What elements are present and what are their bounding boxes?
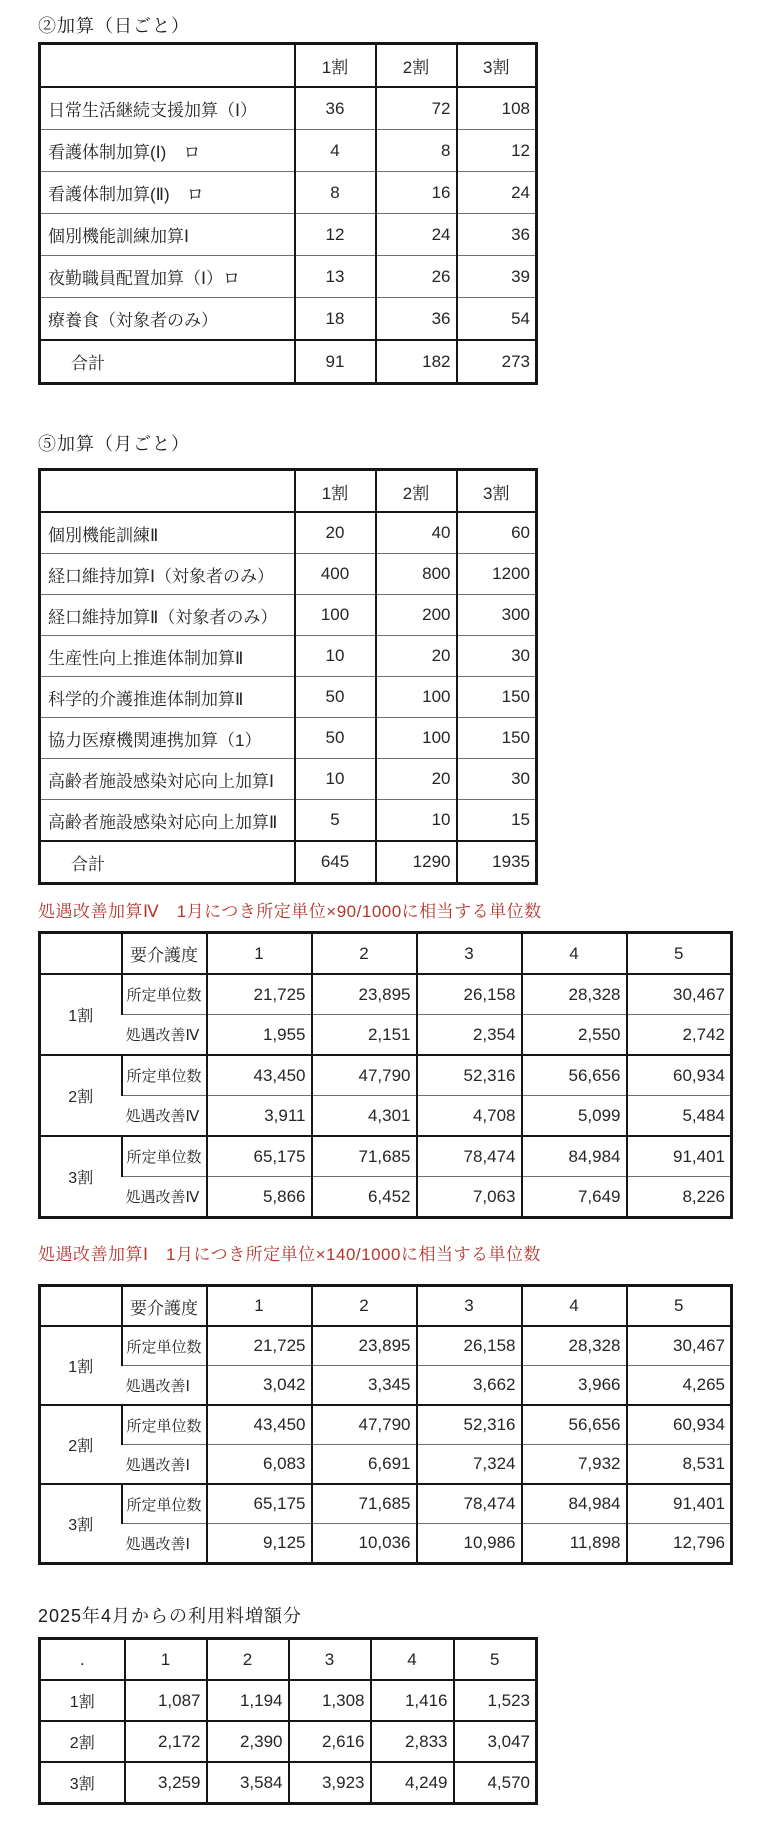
value-cell: 24 [376,214,457,256]
total-value-cell: 91 [295,340,376,384]
value-cell: 43,450 [207,1405,312,1445]
shoguu-4-table-header [40,933,732,975]
table-row [40,214,537,256]
row-label-cell: 高齢者施設感染対応向上加算Ⅱ [40,800,295,842]
column-header-cell: 3 [417,1286,522,1327]
column-header-cell: . [40,1639,125,1681]
value-cell: 13 [295,256,376,298]
value-cell: 3,042 [207,1366,312,1406]
value-cell: 3,662 [417,1366,522,1406]
value-cell: 30,467 [627,974,732,1015]
value-cell: 71,685 [312,1484,417,1524]
value-cell: 8,226 [627,1177,732,1218]
value-cell: 12 [295,214,376,256]
row-label-cell: 生産性向上推進体制加算Ⅱ [40,636,295,677]
value-cell: 150 [457,718,537,759]
column-header-cell [40,44,295,88]
rate-label-cell: 3割 [40,1484,122,1564]
total-value-cell: 645 [295,841,376,884]
row-label-cell: 夜勤職員配置加算（Ⅰ）ロ [40,256,295,298]
value-cell: 3,923 [289,1762,371,1804]
table-row [40,718,537,759]
header-row [40,1639,537,1681]
value-cell: 4,265 [627,1366,732,1406]
section-title-shoguu-kaizen-1: 処遇改善加算Ⅰ 1月につき所定単位×140/1000に相当する単位数 [38,1245,541,1264]
value-cell: 16 [376,172,457,214]
section-title-monthly-additions: ⑤加算（月ごと） [38,434,190,454]
rate-label-cell: 3割 [40,1136,122,1218]
value-cell: 60,934 [627,1055,732,1096]
table-row [40,1524,732,1564]
value-cell: 11,898 [522,1524,627,1564]
row-label-cell: 経口維持加算Ⅰ（対象者のみ） [40,554,295,595]
value-cell: 65,175 [207,1484,312,1524]
value-cell: 6,083 [207,1445,312,1485]
value-cell: 78,474 [417,1136,522,1177]
column-header-cell: 1 [207,1286,312,1327]
value-cell: 10 [376,800,457,842]
total-row [40,340,537,384]
row-label-cell: 科学的介護推進体制加算Ⅱ [40,677,295,718]
value-cell: 2,616 [289,1721,371,1762]
shoguu-1-table-body [40,1326,732,1564]
value-cell: 9,125 [207,1524,312,1564]
value-cell: 91,401 [627,1136,732,1177]
value-cell: 24 [457,172,537,214]
table-row [40,130,537,172]
value-cell: 4,570 [454,1762,537,1804]
table-row [40,759,537,800]
table-row [40,677,537,718]
daily-additions-table [38,42,538,385]
value-cell: 3,047 [454,1721,537,1762]
value-cell: 1,523 [454,1680,537,1721]
fee-increase-table [38,1637,538,1805]
value-cell: 400 [295,554,376,595]
total-value-cell: 1935 [457,841,537,884]
value-cell: 47,790 [312,1405,417,1445]
value-cell: 3,584 [207,1762,289,1804]
table-row [40,1096,732,1137]
shoguu-1-table-header [40,1286,732,1327]
column-header-cell: 3 [417,933,522,975]
value-cell: 36 [376,298,457,341]
sub-label-cell: 処遇改善Ⅳ [122,1177,207,1218]
table-row [40,172,537,214]
table-row [40,1405,732,1445]
column-header-cell: 1割 [295,44,376,88]
value-cell: 5 [295,800,376,842]
column-header-cell: 2割 [376,44,457,88]
value-cell: 2,172 [125,1721,207,1762]
value-cell: 43,450 [207,1055,312,1096]
value-cell: 3,911 [207,1096,312,1137]
value-cell: 4,301 [312,1096,417,1137]
column-header-cell: 要介護度 [122,933,207,975]
value-cell: 12,796 [627,1524,732,1564]
value-cell: 7,063 [417,1177,522,1218]
shoguu-kaizen-1-table [38,1284,733,1565]
value-cell: 36 [457,214,537,256]
row-label-cell: 看護体制加算(Ⅰ) ロ [40,130,295,172]
value-cell: 30,467 [627,1326,732,1366]
column-header-cell: 4 [522,1286,627,1327]
value-cell: 8 [376,130,457,172]
value-cell: 78,474 [417,1484,522,1524]
value-cell: 60,934 [627,1405,732,1445]
sub-label-cell: 処遇改善Ⅳ [122,1096,207,1137]
value-cell: 26 [376,256,457,298]
value-cell: 20 [295,512,376,554]
table-row [40,554,537,595]
value-cell: 50 [295,677,376,718]
value-cell: 5,484 [627,1096,732,1137]
total-value-cell: 273 [457,340,537,384]
monthly-additions-table [38,468,538,885]
value-cell: 100 [376,677,457,718]
table-row [40,256,537,298]
table-row [40,1326,732,1366]
value-cell: 2,354 [417,1015,522,1056]
row-label-cell: 高齢者施設感染対応向上加算Ⅰ [40,759,295,800]
sub-label-cell: 処遇改善Ⅰ [122,1366,207,1406]
column-header-cell: 1割 [295,470,376,513]
value-cell: 5,099 [522,1096,627,1137]
value-cell: 108 [457,87,537,130]
value-cell: 56,656 [522,1055,627,1096]
value-cell: 1,416 [371,1680,454,1721]
value-cell: 40 [376,512,457,554]
header-row [40,44,537,88]
value-cell: 23,895 [312,974,417,1015]
value-cell: 4,708 [417,1096,522,1137]
value-cell: 3,259 [125,1762,207,1804]
column-header-cell: 2 [312,933,417,975]
value-cell: 52,316 [417,1405,522,1445]
row-label-cell: 日常生活継続支援加算（Ⅰ） [40,87,295,130]
value-cell: 10 [295,759,376,800]
row-label-cell: 療養食（対象者のみ） [40,298,295,341]
row-label-cell: 看護体制加算(Ⅱ) ロ [40,172,295,214]
value-cell: 1,308 [289,1680,371,1721]
value-cell: 7,649 [522,1177,627,1218]
daily-table-body [40,87,537,384]
value-cell: 2,742 [627,1015,732,1056]
rate-label-cell: 2割 [40,1055,122,1136]
value-cell: 7,324 [417,1445,522,1485]
monthly-table-header [40,470,537,513]
column-header-cell: 3 [289,1639,371,1681]
value-cell: 2,833 [371,1721,454,1762]
value-cell: 54 [457,298,537,341]
sub-label-cell: 所定単位数 [122,1405,207,1445]
value-cell: 36 [295,87,376,130]
sub-label-cell: 所定単位数 [122,974,207,1015]
rate-label-cell: 1割 [40,974,122,1055]
rate-label-cell: 3割 [40,1762,125,1804]
value-cell: 26,158 [417,1326,522,1366]
total-label-cell: 合計 [40,841,295,884]
value-cell: 20 [376,759,457,800]
value-cell: 1,194 [207,1680,289,1721]
value-cell: 21,725 [207,974,312,1015]
table-row [40,1015,732,1056]
value-cell: 10,986 [417,1524,522,1564]
value-cell: 100 [295,595,376,636]
value-cell: 5,866 [207,1177,312,1218]
value-cell: 1,087 [125,1680,207,1721]
total-value-cell: 182 [376,340,457,384]
value-cell: 28,328 [522,974,627,1015]
value-cell: 1200 [457,554,537,595]
value-cell: 21,725 [207,1326,312,1366]
table-row [40,974,732,1015]
total-value-cell: 1290 [376,841,457,884]
column-header-cell: 2割 [376,470,457,513]
total-label-cell: 合計 [40,340,295,384]
column-header-cell: 1 [125,1639,207,1681]
value-cell: 72 [376,87,457,130]
value-cell: 2,151 [312,1015,417,1056]
fee-increase-table-body [40,1680,537,1804]
value-cell: 10,036 [312,1524,417,1564]
header-row [40,933,732,975]
column-header-cell: 5 [627,1286,732,1327]
section-title-daily-additions: ②加算（日ごと） [38,16,190,36]
section-title-shoguu-kaizen-4: 処遇改善加算Ⅳ 1月につき所定単位×90/1000に相当する単位数 [38,902,542,921]
table-row [40,298,537,341]
value-cell: 6,452 [312,1177,417,1218]
value-cell: 8,531 [627,1445,732,1485]
header-row [40,470,537,513]
value-cell: 15 [457,800,537,842]
row-label-cell: 経口維持加算Ⅱ（対象者のみ） [40,595,295,636]
value-cell: 91,401 [627,1484,732,1524]
row-label-cell: 個別機能訓練Ⅱ [40,512,295,554]
value-cell: 20 [376,636,457,677]
fee-increase-table-header [40,1639,537,1681]
section-title-fee-increase: 2025年4月からの利用料増額分 [38,1606,303,1626]
value-cell: 8 [295,172,376,214]
table-row [40,1366,732,1406]
shoguu-kaizen-4-table [38,931,733,1219]
rate-label-cell: 2割 [40,1405,122,1484]
table-row [40,1484,732,1524]
value-cell: 10 [295,636,376,677]
column-header-cell: 2 [207,1639,289,1681]
value-cell: 7,932 [522,1445,627,1485]
value-cell: 12 [457,130,537,172]
column-header-cell: 4 [522,933,627,975]
rate-label-cell: 1割 [40,1680,125,1721]
column-header-cell: 5 [454,1639,537,1681]
table-row [40,1680,537,1721]
value-cell: 65,175 [207,1136,312,1177]
table-row [40,1055,732,1096]
table-row [40,1177,732,1218]
row-label-cell: 個別機能訓練加算Ⅰ [40,214,295,256]
column-header-cell: 1 [207,933,312,975]
value-cell: 39 [457,256,537,298]
table-row [40,1445,732,1485]
value-cell: 26,158 [417,974,522,1015]
table-row [40,1721,537,1762]
value-cell: 2,550 [522,1015,627,1056]
value-cell: 84,984 [522,1484,627,1524]
value-cell: 300 [457,595,537,636]
value-cell: 52,316 [417,1055,522,1096]
value-cell: 56,656 [522,1405,627,1445]
rate-label-cell: 1割 [40,1326,122,1405]
value-cell: 100 [376,718,457,759]
value-cell: 3,966 [522,1366,627,1406]
value-cell: 4 [295,130,376,172]
column-header-cell: 3割 [457,470,537,513]
value-cell: 1,955 [207,1015,312,1056]
sub-label-cell: 処遇改善Ⅰ [122,1445,207,1485]
table-row [40,595,537,636]
value-cell: 28,328 [522,1326,627,1366]
value-cell: 18 [295,298,376,341]
value-cell: 30 [457,759,537,800]
value-cell: 84,984 [522,1136,627,1177]
sub-label-cell: 所定単位数 [122,1484,207,1524]
daily-table-header [40,44,537,88]
column-header-cell: 5 [627,933,732,975]
value-cell: 47,790 [312,1055,417,1096]
column-header-cell [40,933,122,975]
value-cell: 30 [457,636,537,677]
sub-label-cell: 処遇改善Ⅳ [122,1015,207,1056]
value-cell: 4,249 [371,1762,454,1804]
column-header-cell [40,470,295,513]
value-cell: 2,390 [207,1721,289,1762]
sub-label-cell: 処遇改善Ⅰ [122,1524,207,1564]
row-label-cell: 協力医療機関連携加算（1） [40,718,295,759]
rate-label-cell: 2割 [40,1721,125,1762]
shoguu-4-table-body [40,974,732,1218]
table-row [40,1762,537,1804]
column-header-cell: 要介護度 [122,1286,207,1327]
value-cell: 71,685 [312,1136,417,1177]
table-row [40,512,537,554]
value-cell: 150 [457,677,537,718]
table-row [40,636,537,677]
table-row [40,800,537,842]
total-row [40,841,537,884]
column-header-cell: 3割 [457,44,537,88]
column-header-cell: 4 [371,1639,454,1681]
value-cell: 50 [295,718,376,759]
value-cell: 6,691 [312,1445,417,1485]
value-cell: 800 [376,554,457,595]
value-cell: 200 [376,595,457,636]
value-cell: 3,345 [312,1366,417,1406]
header-row [40,1286,732,1327]
column-header-cell [40,1286,122,1327]
value-cell: 23,895 [312,1326,417,1366]
sub-label-cell: 所定単位数 [122,1055,207,1096]
value-cell: 60 [457,512,537,554]
table-row [40,1136,732,1177]
monthly-table-body [40,512,537,884]
table-row [40,87,537,130]
column-header-cell: 2 [312,1286,417,1327]
sub-label-cell: 所定単位数 [122,1326,207,1366]
sub-label-cell: 所定単位数 [122,1136,207,1177]
